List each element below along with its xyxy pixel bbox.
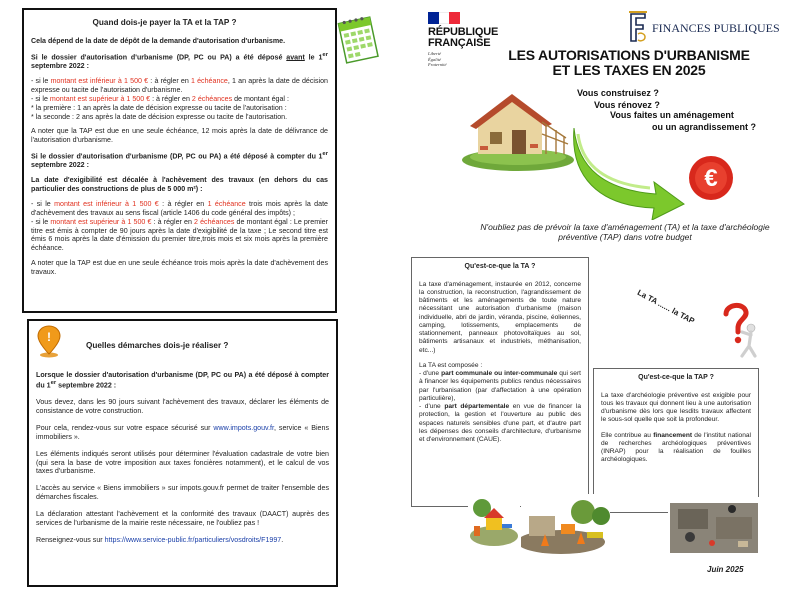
euro-symbol: €: [704, 165, 718, 192]
french-flag-icon: [428, 12, 460, 24]
procedures-p4: L'accès au service « Biens immobiliers » sur impots.gouv.fr permet de traiter l'ensemble des démarches fiscales.: [36, 484, 329, 502]
case-before-lead: Si le dossier d'autorisation d'urbanisme (DP, PC ou PA) a été déposé avant le 1er septembre 2022 :: [31, 52, 328, 71]
green-arrow-euro-illustration: [564, 120, 739, 220]
tap-box-title: Qu'est-ce-que la TAP ?: [638, 374, 714, 381]
impots-link[interactable]: www.impots.gouv.fr: [213, 424, 274, 433]
finances-publiques-icon: [627, 10, 649, 44]
question-renover: Vous rénovez ?: [594, 100, 660, 110]
procedures-p6: Renseignez-vous sur https://www.service-public.fr/particuliers/vosdroits/F1997.: [36, 535, 284, 544]
procedures-lead: Lorsque le dossier d'autorisation d'urbanisme (DP, PC ou PA) a été déposé à compter du 1er septembre 2022 :: [36, 371, 329, 390]
finances-publiques-logo: FINANCES PUBLIQUES: [627, 10, 787, 44]
calendar-icon: [336, 12, 380, 66]
main-title: LES AUTORISATIONS D'URBANISME ET LES TAXES EN 2025: [508, 47, 750, 79]
tap-p2: Elle contribue au financement de l'institut national de recherches archéologiques préventives (INRAP) pour la réalisation de fouilles archéologiques.: [601, 431, 751, 464]
ta-p1: La taxe d'aménagement, instaurée en 2012, concerne la construction, la reconstruction, l'agrandissement de bâtiments et les aménagements de toute nature nécessitant une autorisation d'urbanisme (maison individuelle, abri de jardin, véranda, piscine, éoliennes, camping, lotissements, emplacements de stationnement, panneaux photovoltaïques au sol, bâtiments artisanaux et industriels, méthanisation, etc...): [419, 280, 581, 354]
ta-p2: La TA est composée : - d'une part communale ou inter-communale qui sert à financer les équipements publics rendus nécessaires par l'urbanisation (par d'affectation à une opération particulière), - d'une part départementale en vue de financer la protection, la gestion et l'ouverture au public des espaces naturels sensibles d'une part, et d'autre part les dépenses des conseils d'architecture, d'urbanisme et d'environnement (CAUE).: [419, 361, 581, 443]
archaeological-excavation-photo: [668, 497, 760, 555]
procedures-box: [27, 319, 338, 587]
payment-box-title: Quand dois-je payer la TA et la TAP ?: [92, 18, 237, 27]
payment-intro: Cela dépend de la date de dépôt de la demande d'autorisation d'urbanisme.: [31, 37, 286, 46]
service-public-link[interactable]: https://www.service-public.fr/particuliers/vosdroits/F1997: [104, 535, 282, 544]
procedures-p2: Pour cela, rendez-vous sur votre espace sécurisé sur www.impots.gouv.fr, service « Biens immobiliers ».: [36, 424, 329, 441]
question-amenagement: Vous faites un aménagement: [610, 110, 734, 120]
construction-site-photo: [521, 494, 610, 554]
procedures-p5: La déclaration attestant l'achèvement et la conformité des travaux (DAACT) auprès des services de l'urbanisme de la mairie reste nécessaire, ne l'oubliez pas !: [36, 510, 329, 527]
ta-info-box: [411, 257, 589, 507]
case-after-bold: La date d'exigibilité est décalée à l'achèvement des travaux (en dehors du cas particulier des constructions de plus de 5 000 m²) :: [31, 176, 328, 194]
tap-info-box: [593, 368, 759, 513]
procedures-box-title: Quelles démarches dois-je réaliser ?: [86, 341, 229, 350]
location-pin-icon: [36, 324, 62, 358]
house-construction-illustration: [456, 82, 576, 172]
tap-p1: La taxe d'archéologie préventive est exigible pour tous les travaux qui donnent lieu à une autorisation d'urbanisme dès lors que lesdits travaux affectent le sous-sol quelle que soit la profondeur.: [601, 391, 751, 424]
budget-reminder: N'oubliez pas de prévoir la taxe d'aménagement (TA) et la taxe d'archéologie préventive (TAP) dans votre budget: [480, 222, 770, 243]
procedures-p3: Les éléments indiqués seront utilisés pour déterminer l'évaluation cadastrale de votre bien (qui sera la base de votre imposition aux taxes foncières notamment), et le calcul de vos taxes d'urbanisme.: [36, 449, 329, 476]
svg-text:!: !: [47, 330, 51, 344]
case-after-rules: - si le montant est inférieur à 1 500 € : à régler en 1 échéance trois mois après la date d'achèvement des travaux au sens fiscal (article 1406 du code général des impôts) ; - si le montant est supérieur à 1 500 € : à régler en 2 échéances de montant égal : Le premier titre est émis à compter de 90 jours après la date d'exigibilité de la taxe ; Le second titre est émis 6 mois après la date d'émission du premier titre,trois mois et six mois après la première échéance.: [31, 200, 328, 253]
payment-info-box: [22, 8, 337, 313]
procedures-p1: Vous devez, dans les 90 jours suivant l'achèvement des travaux, déclarer les éléments de consistance de votre construction.: [36, 398, 329, 416]
case-after-lead: Si le dossier d'autorisation d'urbanisme (DP, PC ou PA) a été déposé à compter du 1er septembre 2022 :: [31, 151, 328, 170]
ta-box-title: Qu'est-ce-que la TA ?: [464, 263, 536, 270]
case-before-rules: - si le montant est inférieur à 1 500 € : à régler en 1 échéance, 1 an après la date de décision expresse ou tacite de l'autorisation d'urbanisme. - si le montant est supérieur à 1 500 € : à régler en 2 échéances de montant égal : * la première : 1 an après la date de décision expresse ou tacite de l'autorisation : * la seconde : 2 ans après la date de décision expresse ou tacite de l'autorisation.: [31, 77, 328, 121]
tap-note-1: A noter que la TAP est due en une seule échéance, 12 mois après la date de délivrance de l'autorisation d'urbanisme.: [31, 127, 328, 145]
ta-tap-label: La TA ...... la TAP: [635, 288, 696, 326]
question-agrandissement: ou un agrandissement ?: [652, 122, 757, 132]
question-construire: Vous construisez ?: [577, 88, 659, 98]
playground-photo: [468, 496, 520, 548]
tap-note-2: A noter que la TAP est due en une seule échéance trois mois après la date d'achèvement des travaux.: [31, 259, 328, 277]
publication-date: Juin 2025: [707, 565, 744, 574]
republique-francaise-logo: RÉPUBLIQUE FRANÇAISE Liberté Égalité Fraternité: [428, 12, 498, 77]
question-mark-man-icon: [718, 300, 760, 360]
